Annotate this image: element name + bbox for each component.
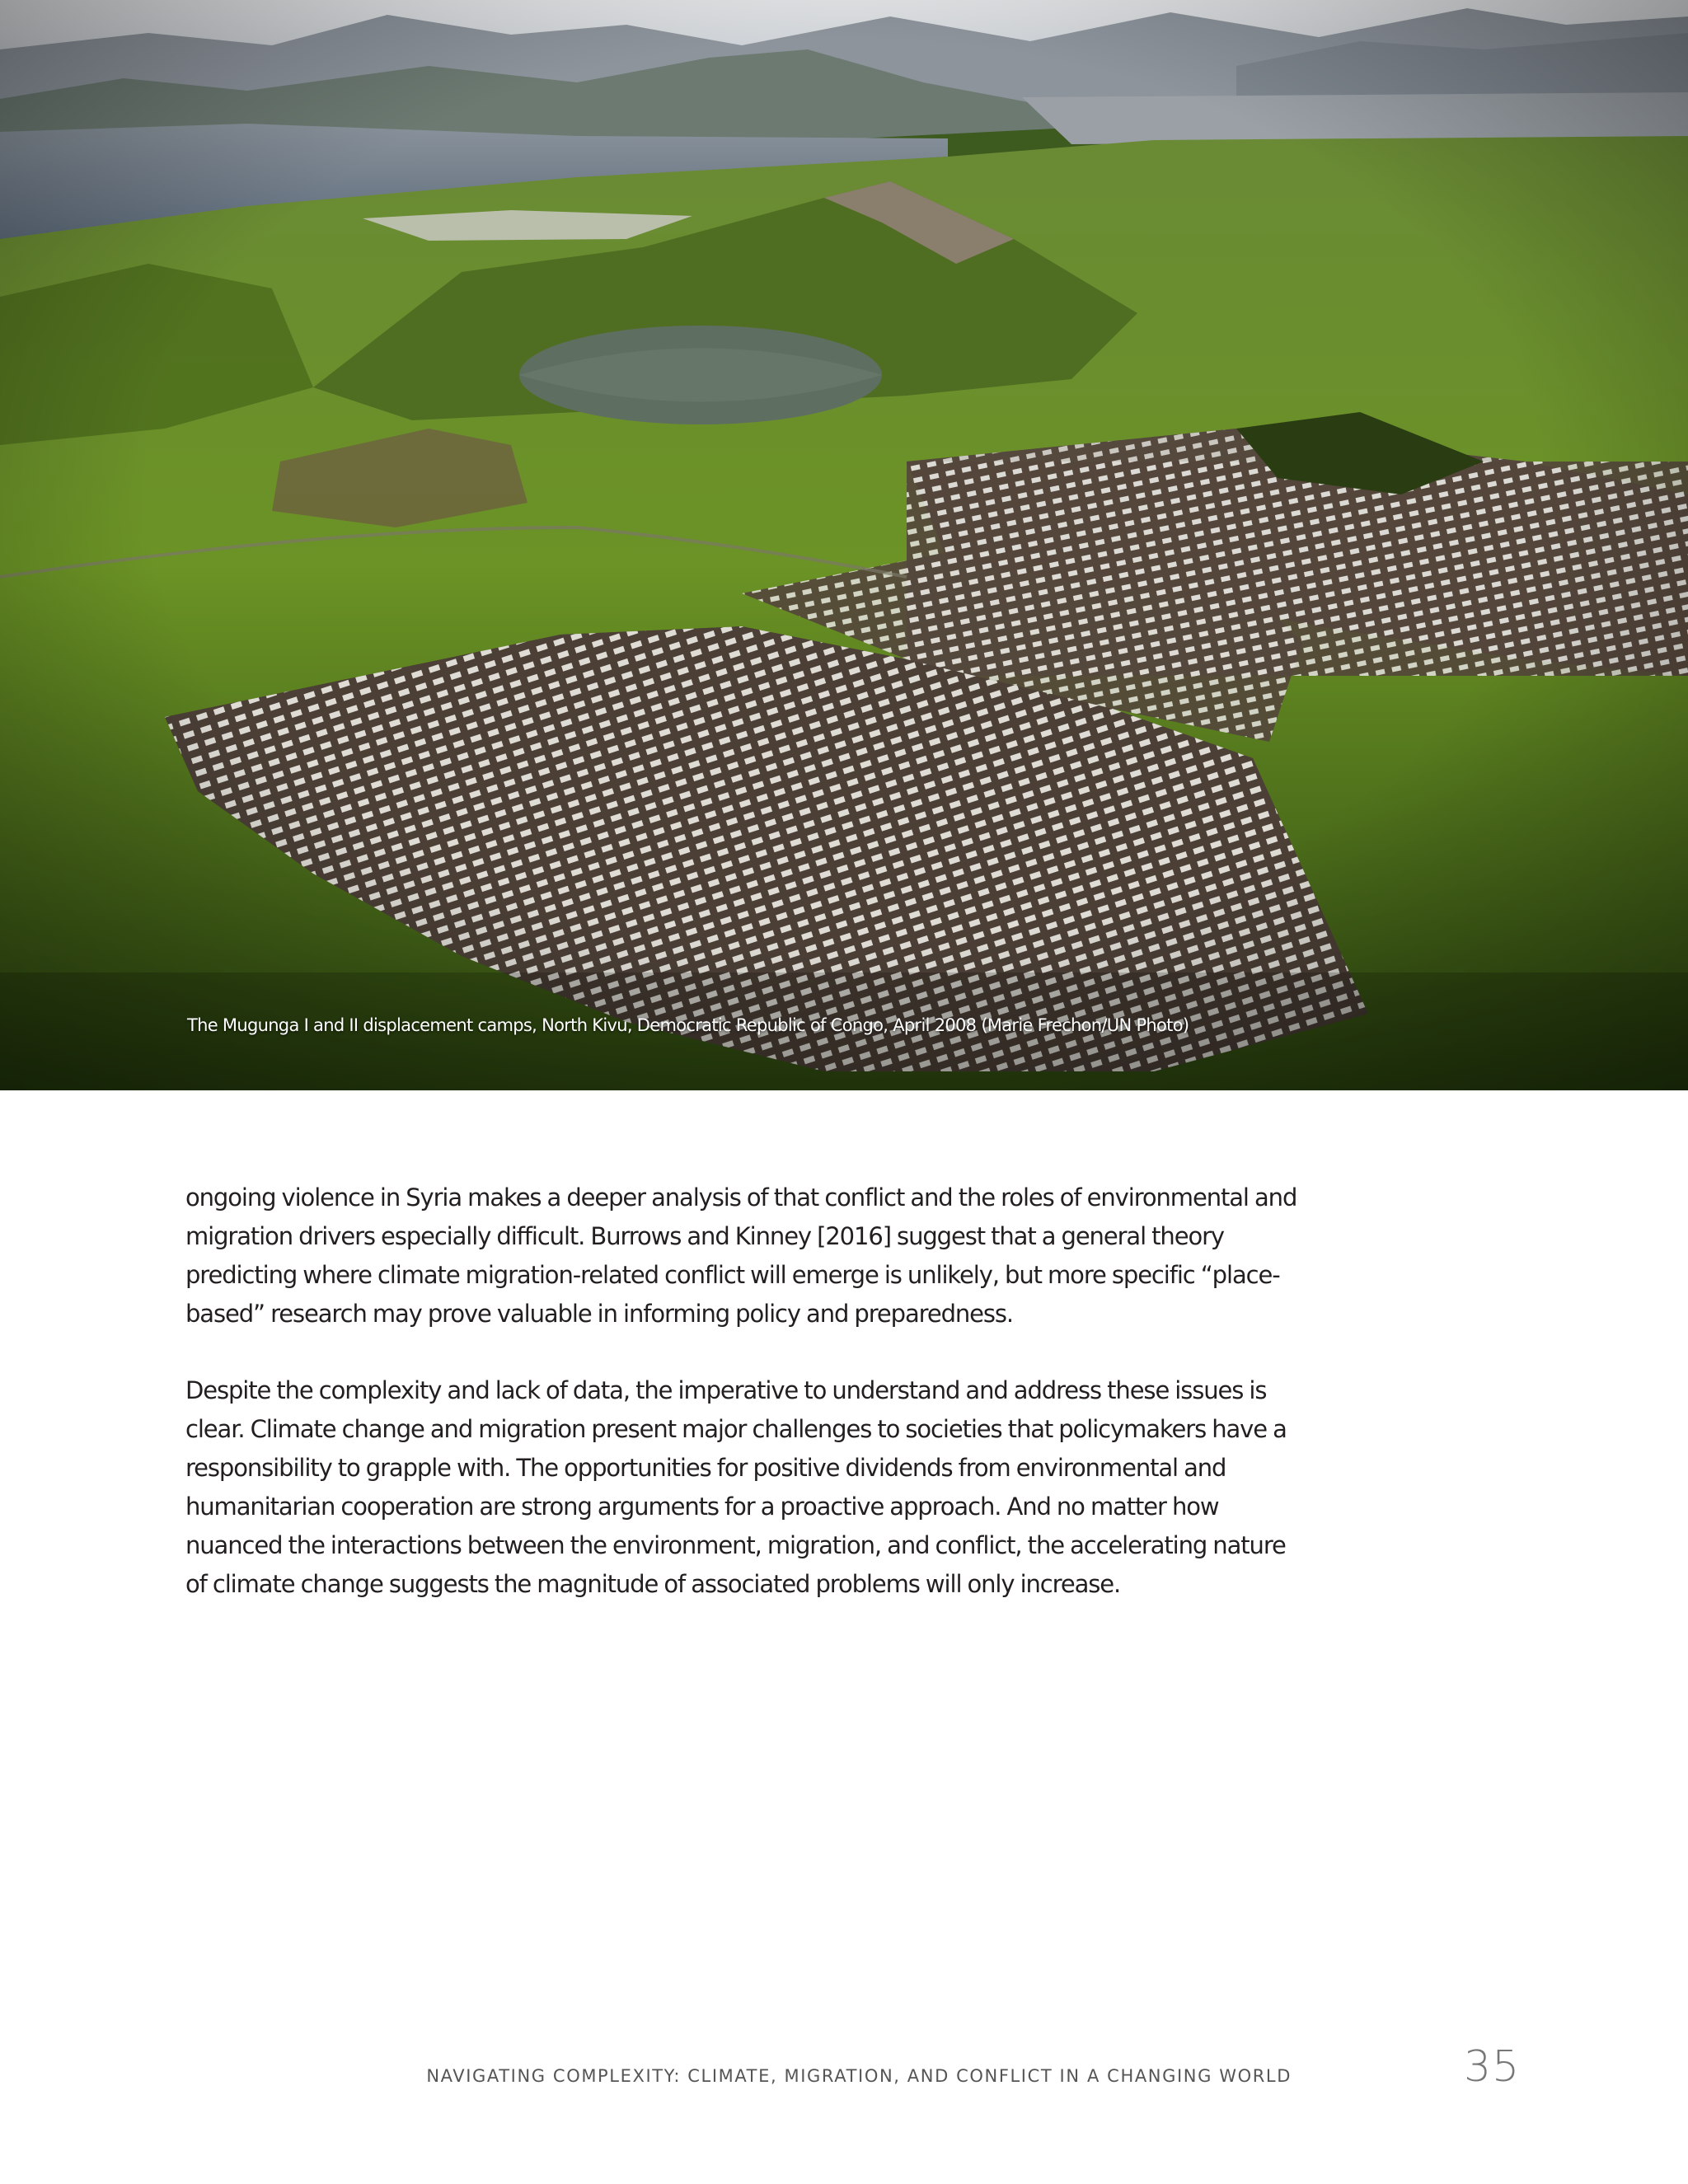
paragraph-2: Despite the complexity and lack of data, the imperative to understand and address these issues is clear. Climate change and migration present major challenges to societies that policymakers have a responsibility to grapple with. The opportunities for positive dividends from environmental and humanitarian cooperation are strong arguments for a proactive approach. And no matter how nuanced the interactions between the environment, migration, and conflict, the accelerating nature of climate change suggests the magnitude of associated problems will only increase. bbox=[185, 1376, 1287, 1598]
photo-caption: The Mugunga I and II displacement camps, North Kivu, Democratic Republic of Congo, April 2008 (Marie Frechon/UN Photo) bbox=[187, 1015, 1189, 1035]
paragraph-1: ongoing violence in Syria makes a deeper analysis of that conflict and the roles of environmental and migration drivers especially difficult. Burrows and Kinney [2016] suggest that a general theory predicting where climate migration-related conflict will emerge is unlikely, but more specific “place-based” research may prove valuable in informing policy and preparedness. bbox=[185, 1183, 1297, 1328]
running-footer-title: NAVIGATING COMPLEXITY: CLIMATE, MIGRATION, AND CONFLICT IN A CHANGING WORLD bbox=[426, 2066, 1292, 2086]
camp-aerial-illustration bbox=[0, 0, 1688, 1090]
page-number: 35 bbox=[1464, 2042, 1521, 2092]
aerial-photo bbox=[0, 0, 1688, 1090]
article-body bbox=[185, 1179, 1306, 1642]
